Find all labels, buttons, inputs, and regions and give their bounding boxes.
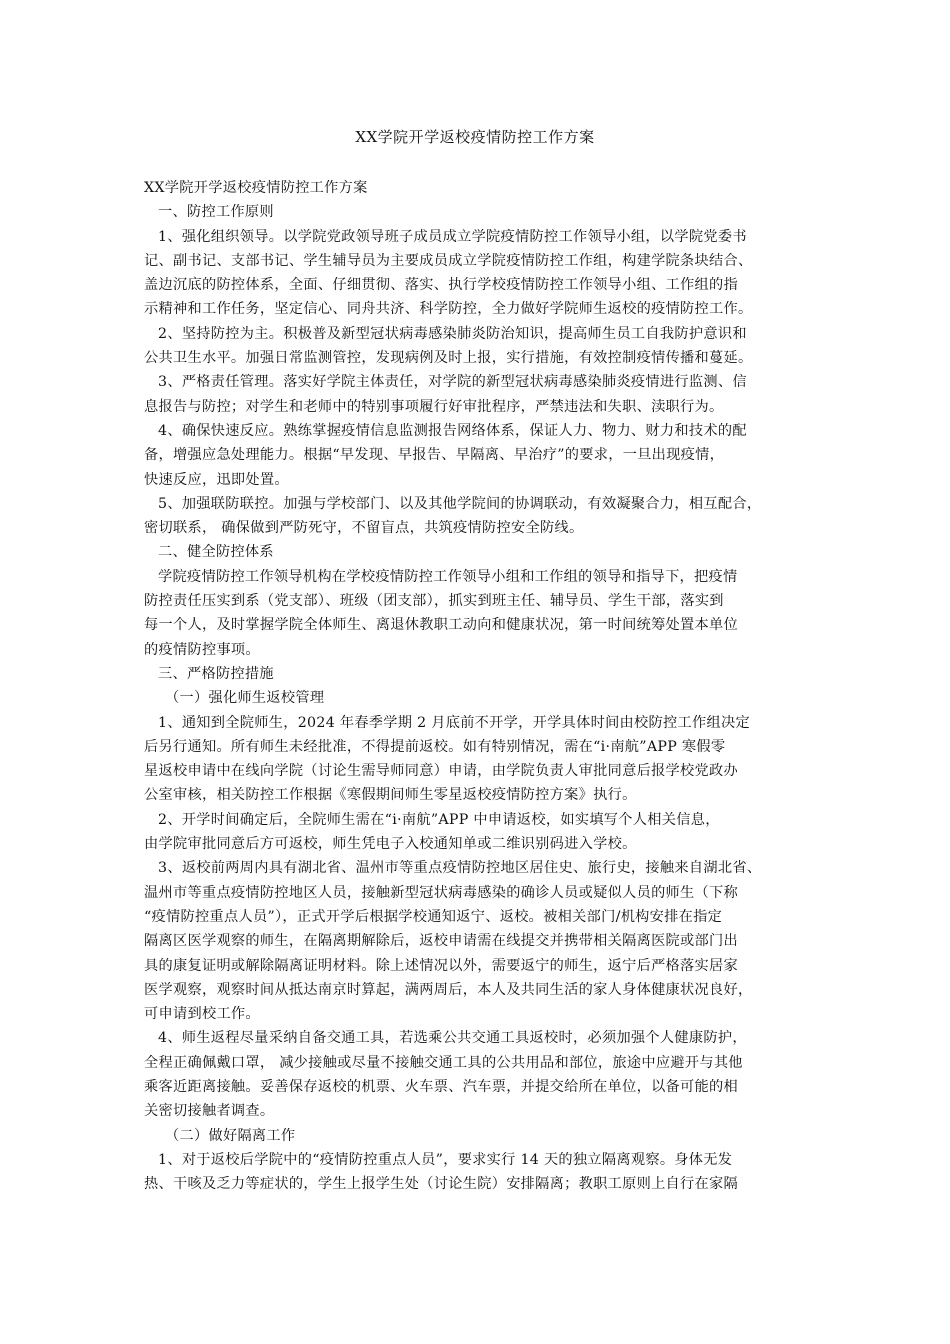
document-body — [144, 176, 812, 1196]
body-text-line: （一）强化师生返校管理 — [165, 690, 325, 707]
body-text-line: 一、防控工作原则 — [158, 204, 274, 221]
body-text-line: 乘客近距离接触。妥善保存返校的机票、火车票、汽车票，并提交给所在单位，以备可能的相 — [144, 1078, 738, 1095]
body-text-line: 二、健全防控体系 — [158, 544, 274, 561]
body-text-line: 3、严格责任管理。落实好学院主体责任，对学院的新型冠状病毒感染肺炎疫情进行监测、信 — [158, 374, 747, 391]
body-text-line: 4、确保快速反应。熟练掌握疫情信息监测报告网络体系，保证人力、物力、财力和技术的配 — [158, 422, 747, 439]
body-text-line: 的疫情防控事项。 — [144, 641, 260, 658]
body-text-line: 温州市等重点疫情防控地区人员，接触新型冠状病毒感染的确诊人员或疑似人员的师生（下称 — [144, 884, 738, 901]
body-text-line: 后另行通知。所有师生未经批准，不得提前返校。如有特别情况，需在“i·南航”APP 寒假零 — [144, 738, 726, 755]
body-text-line: 全程正确佩戴口罩， 减少接触或尽量不接触交通工具的公共用品和部位，旅途中应避开与其他 — [144, 1054, 743, 1071]
document-title: XX学院开学返校疫情防控工作方案 — [355, 128, 595, 146]
body-text-line: 1、强化组织领导。以学院党政领导班子成员成立学院疫情防控工作领导小组，以学院党委书 — [158, 228, 747, 245]
body-text-line: 可申请到校工作。 — [144, 1006, 260, 1023]
body-text-line: 备，增强应急处理能力。根据“早发现、早报告、早隔离、早治疗”的要求，一旦出现疫情， — [144, 447, 725, 464]
body-text-line: 息报告与防控；对学生和老师中的特别事项履行好审批程序，严禁违法和失职、渎职行为。 — [144, 398, 724, 415]
body-text-line: 公共卫生水平。加强日常监测管控，发现病例及时上报，实行措施，有效控制疫情传播和蔓延。 — [144, 350, 753, 367]
body-text-line: 3、返校前两周内具有湖北省、温州市等重点疫情防控地区居住史、旅行史，接触来自湖北省、 — [158, 860, 762, 877]
body-text-line: 关密切接触者调查。 — [144, 1103, 275, 1120]
body-text-line: 快速反应，迅即处置。 — [144, 471, 289, 488]
body-text-line: 每一个人，及时掌握学院全体师生、离退休教职工动向和健康状况，第一时间统筹处置本单位 — [144, 617, 738, 634]
body-text-line: 热、干咳及乏力等症状的，学生上报学生处（讨论生院）安排隔离；教职工原则上自行在家隔 — [144, 1176, 738, 1193]
body-text-line: 由学院审批同意后方可返校，师生凭电子入校通知单或二维识别码进入学校。 — [144, 836, 637, 853]
body-text-line: 学院疫情防控工作领导机构在学校疫情防控工作领导小组和工作组的领导和指导下，把疫情 — [158, 568, 738, 585]
body-text-line: 2、坚持防控为主。积极普及新型冠状病毒感染肺炎防治知识，提高师生员工自我防护意识和 — [158, 325, 747, 342]
body-text-line: （二）做好隔离工作 — [165, 1127, 296, 1144]
body-text-line: 医学观察，观察时间从抵达南京时算起，满两周后，本人及共同生活的家人身体健康状况良好， — [144, 981, 753, 998]
body-text-line: 1、通知到全院师生，2024 年春季学期 2 月底前不开学，开学具体时间由校防控工作组决定 — [158, 714, 750, 731]
body-text-line: 三、严格防控措施 — [158, 665, 274, 682]
body-text-line: 防控责任压实到系（党支部）、班级（团支部），抓实到班主任、辅导员、学生干部，落实到 — [144, 593, 724, 610]
body-text-line: “疫情防控重点人员”），正式开学后根据学校通知返宁、返校。被相关部门/机构安排在指定 — [144, 908, 723, 925]
body-text-line: 示精神和工作任务，坚定信心、同舟共济、科学防控，全力做好学院师生返校的疫情防控工作。 — [144, 301, 753, 318]
body-text-line: 具的康复证明或解除隔离证明材料。除上述情况以外，需要返宁的师生，返宁后严格落实居家 — [144, 957, 738, 974]
body-text-line: 盖边沉底的防控体系，全面、仔细贯彻、落实、执行学校疫情防控工作领导小组、工作组的指 — [144, 277, 738, 294]
body-text-line: 1、对于返校后学院中的“疫情防控重点人员”，要求实行 14 天的独立隔离观察。身体无发 — [158, 1151, 733, 1168]
body-text-line: 星返校申请中在线向学院（讨论生需导师同意）申请，由学院负责人审批同意后报学校党政办 — [144, 763, 738, 780]
body-text-line: 记、副书记、支部书记、学生辅导员为主要成员成立学院疫情防控工作组，构建学院条块结合、 — [144, 252, 753, 269]
body-text-line: 2、开学时间确定后，全院师生需在“i·南航”APP 中申请返校，如实填写个人相关信息， — [158, 811, 720, 828]
body-text-line: 密切联系， 确保做到严防死守，不留盲点，共筑疫情防控安全防线。 — [144, 520, 584, 537]
body-text-line: 隔离区医学观察的师生，在隔离期解除后，返校申请需在线提交并携带相关隔离医院或部门出 — [144, 933, 738, 950]
body-text-line: XX学院开学返校疫情防控工作方案 — [144, 180, 368, 196]
body-text-line: 5、加强联防联控。加强与学校部门、以及其他学院间的协调联动，有效凝聚合力，相互配合， — [158, 495, 762, 512]
body-text-line: 公室审核，相关防控工作根据《寒假期间师生零星返校疫情防控方案》执行。 — [144, 787, 637, 804]
body-text-line: 4、师生返程尽量采纳自备交通工具，若选乘公共交通工具返校时，必须加强个人健康防护， — [158, 1030, 747, 1047]
